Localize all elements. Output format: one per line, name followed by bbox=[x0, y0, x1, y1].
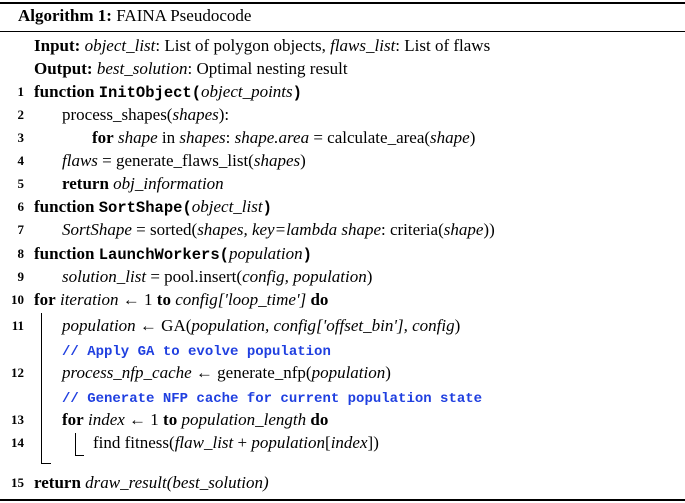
var: shape bbox=[430, 128, 470, 147]
keyword: do bbox=[310, 410, 329, 429]
text: = calculate_area( bbox=[309, 128, 431, 147]
comment-text: // Generate NFP cache for current population state bbox=[62, 391, 483, 407]
comment-2 bbox=[62, 387, 482, 409]
line-number: 3 bbox=[17, 130, 24, 145]
input-flaws-desc: : List of flaws bbox=[395, 36, 491, 55]
code-line-6 bbox=[34, 197, 272, 218]
keyword: function bbox=[34, 82, 95, 101]
line-number: 1 bbox=[17, 84, 24, 99]
var: config, population bbox=[242, 267, 367, 286]
keyword: to bbox=[156, 290, 171, 309]
output-best-solution: best_solution bbox=[96, 59, 188, 78]
algorithm-caption bbox=[18, 6, 251, 26]
var: SortShape bbox=[62, 220, 132, 239]
keyword: return bbox=[62, 174, 109, 193]
var: flaw_list bbox=[174, 433, 234, 452]
output-label: Output: bbox=[34, 59, 93, 78]
var: population_length bbox=[181, 410, 307, 429]
inner-loop-bar-end bbox=[75, 455, 84, 456]
comment-text: // Apply GA to evolve population bbox=[62, 344, 331, 360]
input-flaws-list: flaws_list bbox=[330, 36, 396, 55]
arg: object_points bbox=[201, 82, 293, 101]
input-object-desc: : List of polygon objects, bbox=[155, 36, 326, 55]
code-line-1 bbox=[34, 82, 302, 103]
code-line-9 bbox=[62, 267, 372, 287]
bottom-rule bbox=[0, 499, 685, 501]
line-number: 10 bbox=[11, 292, 24, 307]
function-name: LaunchWorkers bbox=[98, 246, 220, 264]
text: = sorted( bbox=[131, 220, 198, 239]
var: shape.area bbox=[234, 128, 310, 147]
loop-bar bbox=[41, 313, 42, 463]
var: shapes bbox=[253, 151, 301, 170]
code-line-14 bbox=[93, 433, 379, 453]
text: )) bbox=[483, 220, 495, 239]
var: population, config['offset_bin'], config bbox=[191, 316, 455, 335]
loop-bar-end bbox=[41, 463, 51, 464]
var: iteration bbox=[59, 290, 119, 309]
input-object-list: object_list bbox=[84, 36, 156, 55]
text: ) bbox=[454, 316, 461, 335]
function-name: SortShape bbox=[98, 199, 183, 217]
var: solution_list bbox=[62, 267, 147, 286]
var: shapes bbox=[179, 128, 226, 147]
paren: ( bbox=[191, 84, 202, 102]
var: shapes bbox=[172, 105, 219, 124]
line-number: 2 bbox=[17, 107, 24, 122]
output-desc: : Optimal nesting result bbox=[187, 59, 348, 78]
input-line bbox=[34, 36, 490, 56]
var: shapes, key=lambda shape bbox=[197, 220, 381, 239]
header-rule bbox=[0, 31, 685, 32]
text: [ bbox=[325, 433, 331, 452]
keyword: to bbox=[163, 410, 178, 429]
text: ← generate_nfp( bbox=[191, 363, 312, 382]
text: ) bbox=[385, 363, 391, 382]
output-line bbox=[34, 59, 348, 79]
algorithm-title: FAINA Pseudocode bbox=[116, 6, 252, 25]
text: ) bbox=[300, 151, 306, 170]
text: ) bbox=[469, 128, 476, 147]
line-number: 14 bbox=[11, 435, 24, 450]
code-line-11 bbox=[62, 316, 460, 336]
text: = pool.insert( bbox=[146, 267, 243, 286]
code-line-3 bbox=[92, 128, 475, 148]
var: config['loop_time'] bbox=[175, 290, 307, 309]
line-number: 13 bbox=[11, 412, 24, 427]
line-number: 15 bbox=[11, 475, 24, 490]
text: in bbox=[157, 128, 180, 147]
keyword: function bbox=[34, 197, 95, 216]
var: population bbox=[251, 433, 326, 452]
code-line-15 bbox=[34, 473, 269, 493]
line-number: 7 bbox=[17, 222, 24, 237]
arg: object_list bbox=[191, 197, 263, 216]
line-number: 9 bbox=[17, 269, 24, 284]
keyword: return bbox=[34, 473, 81, 492]
text: process_shapes( bbox=[62, 105, 173, 124]
inner-loop-bar bbox=[75, 433, 76, 455]
var: draw_result(best_solution) bbox=[85, 473, 269, 492]
var: obj_information bbox=[113, 174, 224, 193]
code-line-13 bbox=[62, 410, 328, 430]
line-number: 6 bbox=[17, 199, 24, 214]
text: ) bbox=[366, 267, 373, 286]
keyword: do bbox=[310, 290, 329, 309]
keyword: function bbox=[34, 244, 95, 263]
text: ← 1 bbox=[124, 410, 164, 429]
line-number: 5 bbox=[17, 176, 24, 191]
top-rule bbox=[0, 2, 685, 4]
paren: ) bbox=[292, 84, 302, 102]
line-number: 12 bbox=[11, 365, 24, 380]
comment-1 bbox=[62, 340, 331, 362]
paren: ( bbox=[182, 199, 192, 217]
var: population bbox=[311, 363, 386, 382]
paren: ) bbox=[302, 246, 312, 264]
text: find fitness( bbox=[93, 433, 175, 452]
text: ]) bbox=[367, 433, 379, 452]
code-line-5 bbox=[62, 174, 224, 194]
arg: population bbox=[228, 244, 303, 263]
var: population bbox=[62, 316, 136, 335]
text: ← 1 bbox=[118, 290, 157, 309]
var: process_nfp_cache bbox=[62, 363, 192, 382]
code-line-7 bbox=[62, 220, 495, 240]
code-line-8 bbox=[34, 244, 312, 265]
text: ): bbox=[218, 105, 230, 124]
code-line-10 bbox=[34, 290, 328, 310]
line-number: 8 bbox=[17, 246, 24, 261]
keyword: for bbox=[62, 410, 84, 429]
function-name: InitObject bbox=[98, 84, 192, 102]
code-line-4 bbox=[62, 151, 306, 171]
var: index bbox=[87, 410, 125, 429]
var: shape bbox=[117, 128, 158, 147]
text: + bbox=[233, 433, 252, 452]
var: shape bbox=[443, 220, 484, 239]
code-line-2 bbox=[62, 105, 229, 125]
keyword: for bbox=[92, 128, 114, 147]
paren: ( bbox=[219, 246, 229, 264]
line-number: 11 bbox=[11, 318, 24, 333]
var: flaws bbox=[62, 151, 98, 170]
text: : bbox=[225, 128, 235, 147]
input-label: Input: bbox=[34, 36, 81, 55]
text: = generate_flaws_list( bbox=[97, 151, 254, 170]
code-line-12 bbox=[62, 363, 391, 383]
keyword: for bbox=[34, 290, 56, 309]
line-number: 4 bbox=[17, 153, 24, 168]
paren: ) bbox=[262, 199, 272, 217]
text: : criteria( bbox=[380, 220, 444, 239]
text: ← GA( bbox=[135, 316, 192, 335]
algorithm-label: Algorithm 1: bbox=[18, 6, 112, 25]
var: index bbox=[330, 433, 368, 452]
